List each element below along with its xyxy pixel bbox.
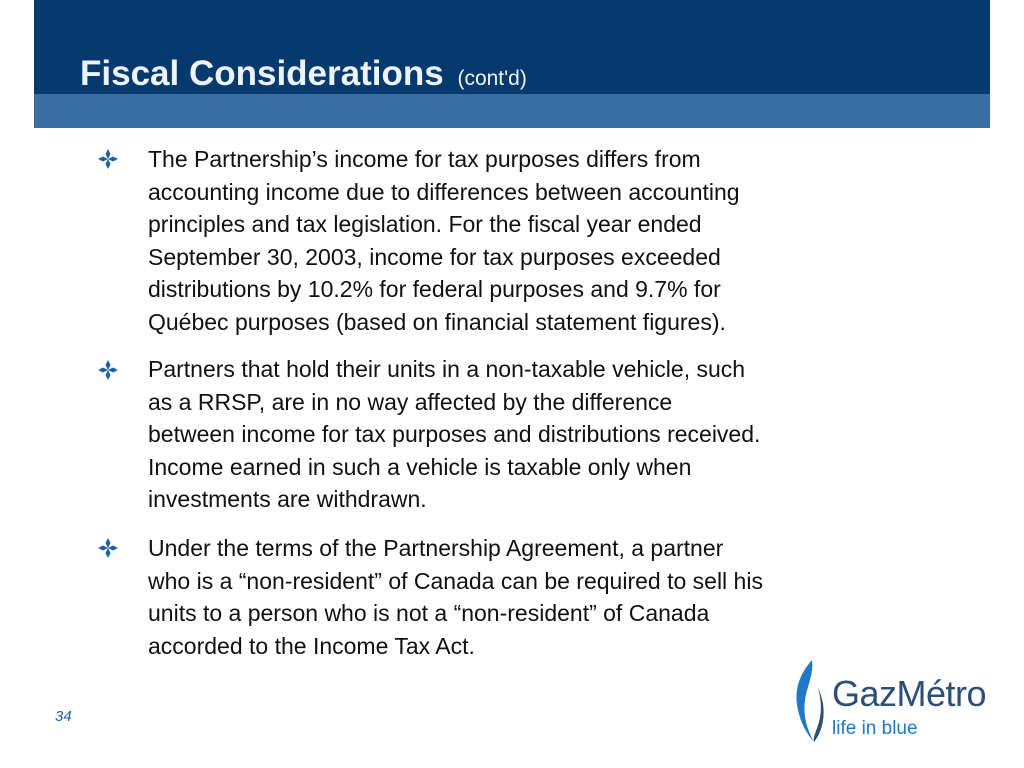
diamond-bullet-icon	[96, 536, 120, 560]
text-line: The Partnership’s income for tax purposes differs from	[148, 146, 701, 172]
text-line: investments are withdrawn.	[148, 486, 427, 513]
title-stripe	[34, 94, 990, 128]
bullet-paragraph	[148, 353, 883, 516]
diamond-bullet-icon	[96, 358, 120, 382]
text-line: September 30, 2003, income for tax purposes exceeded	[148, 243, 721, 270]
text-line: principles and tax legislation. For the fiscal year ended	[148, 211, 702, 238]
title-suffix: (cont'd)	[457, 67, 527, 90]
text-line: distributions by 10.2% for federal purposes and 9.7% for	[148, 276, 721, 303]
diamond-bullet-icon	[96, 147, 120, 171]
company-logo	[788, 656, 998, 746]
flame-icon	[792, 658, 826, 744]
text-line: accorded to the Income Tax Act.	[148, 632, 475, 659]
text-line: who is a “non-resident” of Canada can be required to sell his	[148, 567, 763, 594]
text-line: between income for tax purposes and distributions received.	[148, 421, 761, 448]
text-line: Under the terms of the Partnership Agreement, a partner	[148, 535, 724, 561]
text-line: accounting income due to differences between accounting	[148, 178, 740, 205]
slide-title	[80, 54, 527, 99]
page-number: 34	[55, 708, 72, 725]
logo-wordmark: GazMétro	[832, 673, 987, 714]
title-text: Fiscal Considerations	[80, 54, 444, 93]
bullet-paragraph	[148, 532, 883, 662]
text-line: as a RRSP, are in no way affected by the difference	[148, 388, 673, 415]
bullet-paragraph	[148, 143, 883, 339]
logo-tagline: life in blue	[832, 718, 918, 739]
text-line: Partners that hold their units in a non-taxable vehicle, such	[148, 356, 746, 382]
text-line: Income earned in such a vehicle is taxable only when	[148, 453, 692, 480]
text-line: units to a person who is not a “non-resident” of Canada	[148, 600, 710, 627]
text-line: Québec purposes (based on financial statement figures).	[148, 308, 726, 335]
